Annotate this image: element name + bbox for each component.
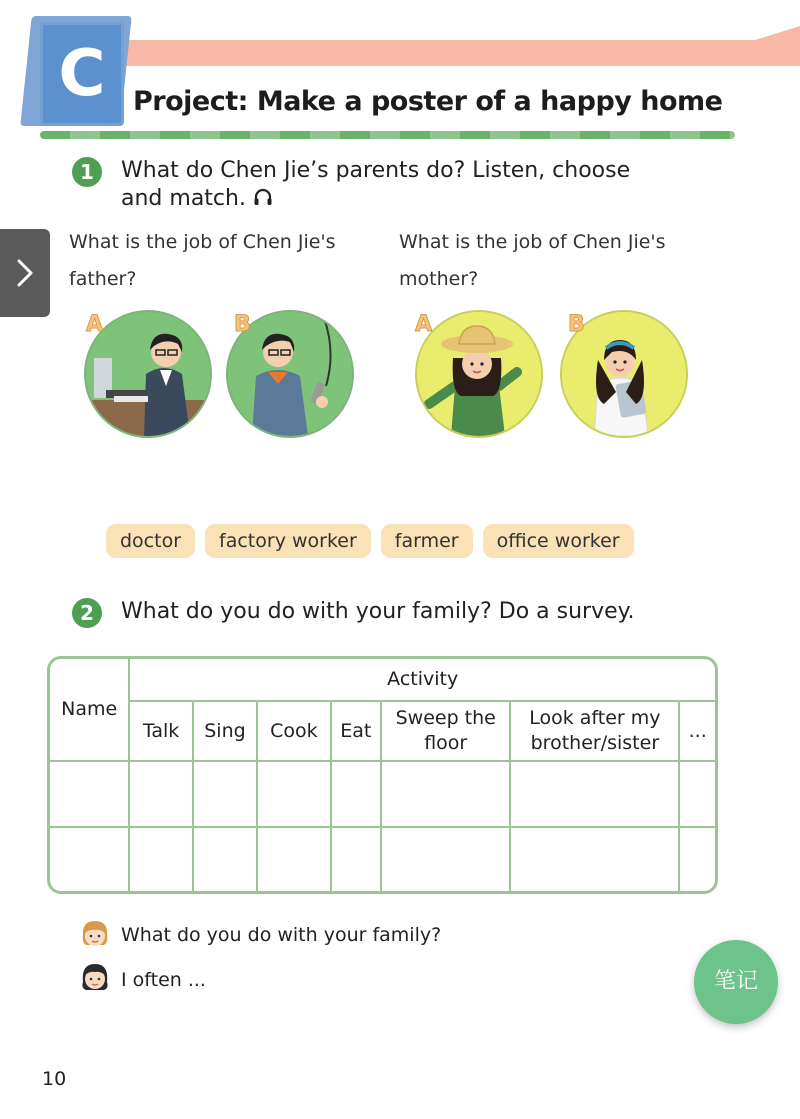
table-cell[interactable] [50, 761, 129, 827]
question-2-text: What do you do with your family? Do a survey. [121, 599, 635, 624]
chevron-right-icon [15, 257, 35, 289]
question-number-2: 2 [72, 598, 102, 628]
section-badge: C [40, 22, 124, 126]
table-cell[interactable] [510, 827, 679, 891]
father-option-a-letter: A [86, 312, 104, 337]
dialogue-line-2: I often ... [121, 969, 206, 991]
column-sweep-line-2: floor [424, 732, 468, 754]
girl-avatar [78, 917, 112, 951]
father-option-b-letter: B [234, 312, 251, 337]
father-question-line-1: What is the job of Chen Jie's [69, 231, 336, 253]
table-cell[interactable] [679, 827, 715, 891]
mother-question-line-1: What is the job of Chen Jie's [399, 231, 666, 253]
column-talk: Talk [129, 701, 192, 761]
table-row [50, 761, 715, 827]
mother-question-line-2: mother? [399, 268, 479, 290]
table-cell[interactable] [331, 761, 382, 827]
name-header: Name [50, 659, 129, 761]
header-ribbon [100, 40, 800, 66]
word-chip-doctor[interactable]: doctor [106, 524, 195, 558]
table-cell[interactable] [50, 827, 129, 891]
table-row [50, 827, 715, 891]
column-sing: Sing [193, 701, 257, 761]
activity-header: Activity [129, 659, 715, 701]
word-chip-office-worker[interactable]: office worker [483, 524, 634, 558]
father-question [69, 224, 336, 298]
column-sweep-line-1: Sweep the [395, 707, 496, 729]
question-number-1: 1 [72, 157, 102, 187]
page-number: 10 [42, 1068, 67, 1090]
word-chip-factory-worker[interactable]: factory worker [205, 524, 371, 558]
table-cell[interactable] [381, 761, 510, 827]
question-1-line-2-text: and match. [121, 186, 246, 211]
survey-table [47, 656, 718, 894]
headphones-icon[interactable] [252, 186, 274, 216]
table-cell[interactable] [257, 827, 330, 891]
title-underline [40, 131, 735, 139]
notes-button[interactable]: 笔记 [694, 940, 778, 1024]
page-title: Project: Make a poster of a happy home [133, 86, 723, 117]
mother-option-b-letter: B [568, 312, 585, 337]
column-cook: Cook [257, 701, 330, 761]
column-sweep-the-floor [381, 701, 510, 761]
column-look-after-line-1: Look after my [529, 707, 661, 729]
dialogue-line-1: What do you do with your family? [121, 924, 442, 946]
column-eat: Eat [331, 701, 382, 761]
table-cell[interactable] [510, 761, 679, 827]
word-chip-farmer[interactable]: farmer [381, 524, 473, 558]
table-cell[interactable] [193, 827, 257, 891]
table-cell[interactable] [679, 761, 715, 827]
mother-question [399, 224, 666, 298]
column-look-after-line-2: brother/sister [530, 732, 660, 754]
question-1-text [121, 157, 630, 216]
column-look-after [510, 701, 679, 761]
father-question-line-2: father? [69, 268, 137, 290]
table-cell[interactable] [257, 761, 330, 827]
mother-option-a-letter: A [415, 312, 433, 337]
table-cell[interactable] [331, 827, 382, 891]
question-1-line-1: What do Chen Jie’s parents do? Listen, choose [121, 158, 631, 183]
word-bank [106, 524, 634, 558]
table-cell[interactable] [193, 761, 257, 827]
father-option-a-image[interactable] [84, 310, 212, 438]
question-1-line-2 [121, 185, 630, 216]
table-cell[interactable] [129, 827, 192, 891]
next-page-button[interactable] [0, 229, 50, 317]
mother-option-a-image[interactable] [415, 310, 543, 438]
column-more: ... [679, 701, 715, 761]
table-cell[interactable] [129, 761, 192, 827]
table-cell[interactable] [381, 827, 510, 891]
boy-avatar [78, 960, 112, 994]
header-ribbon-tip [755, 26, 800, 66]
